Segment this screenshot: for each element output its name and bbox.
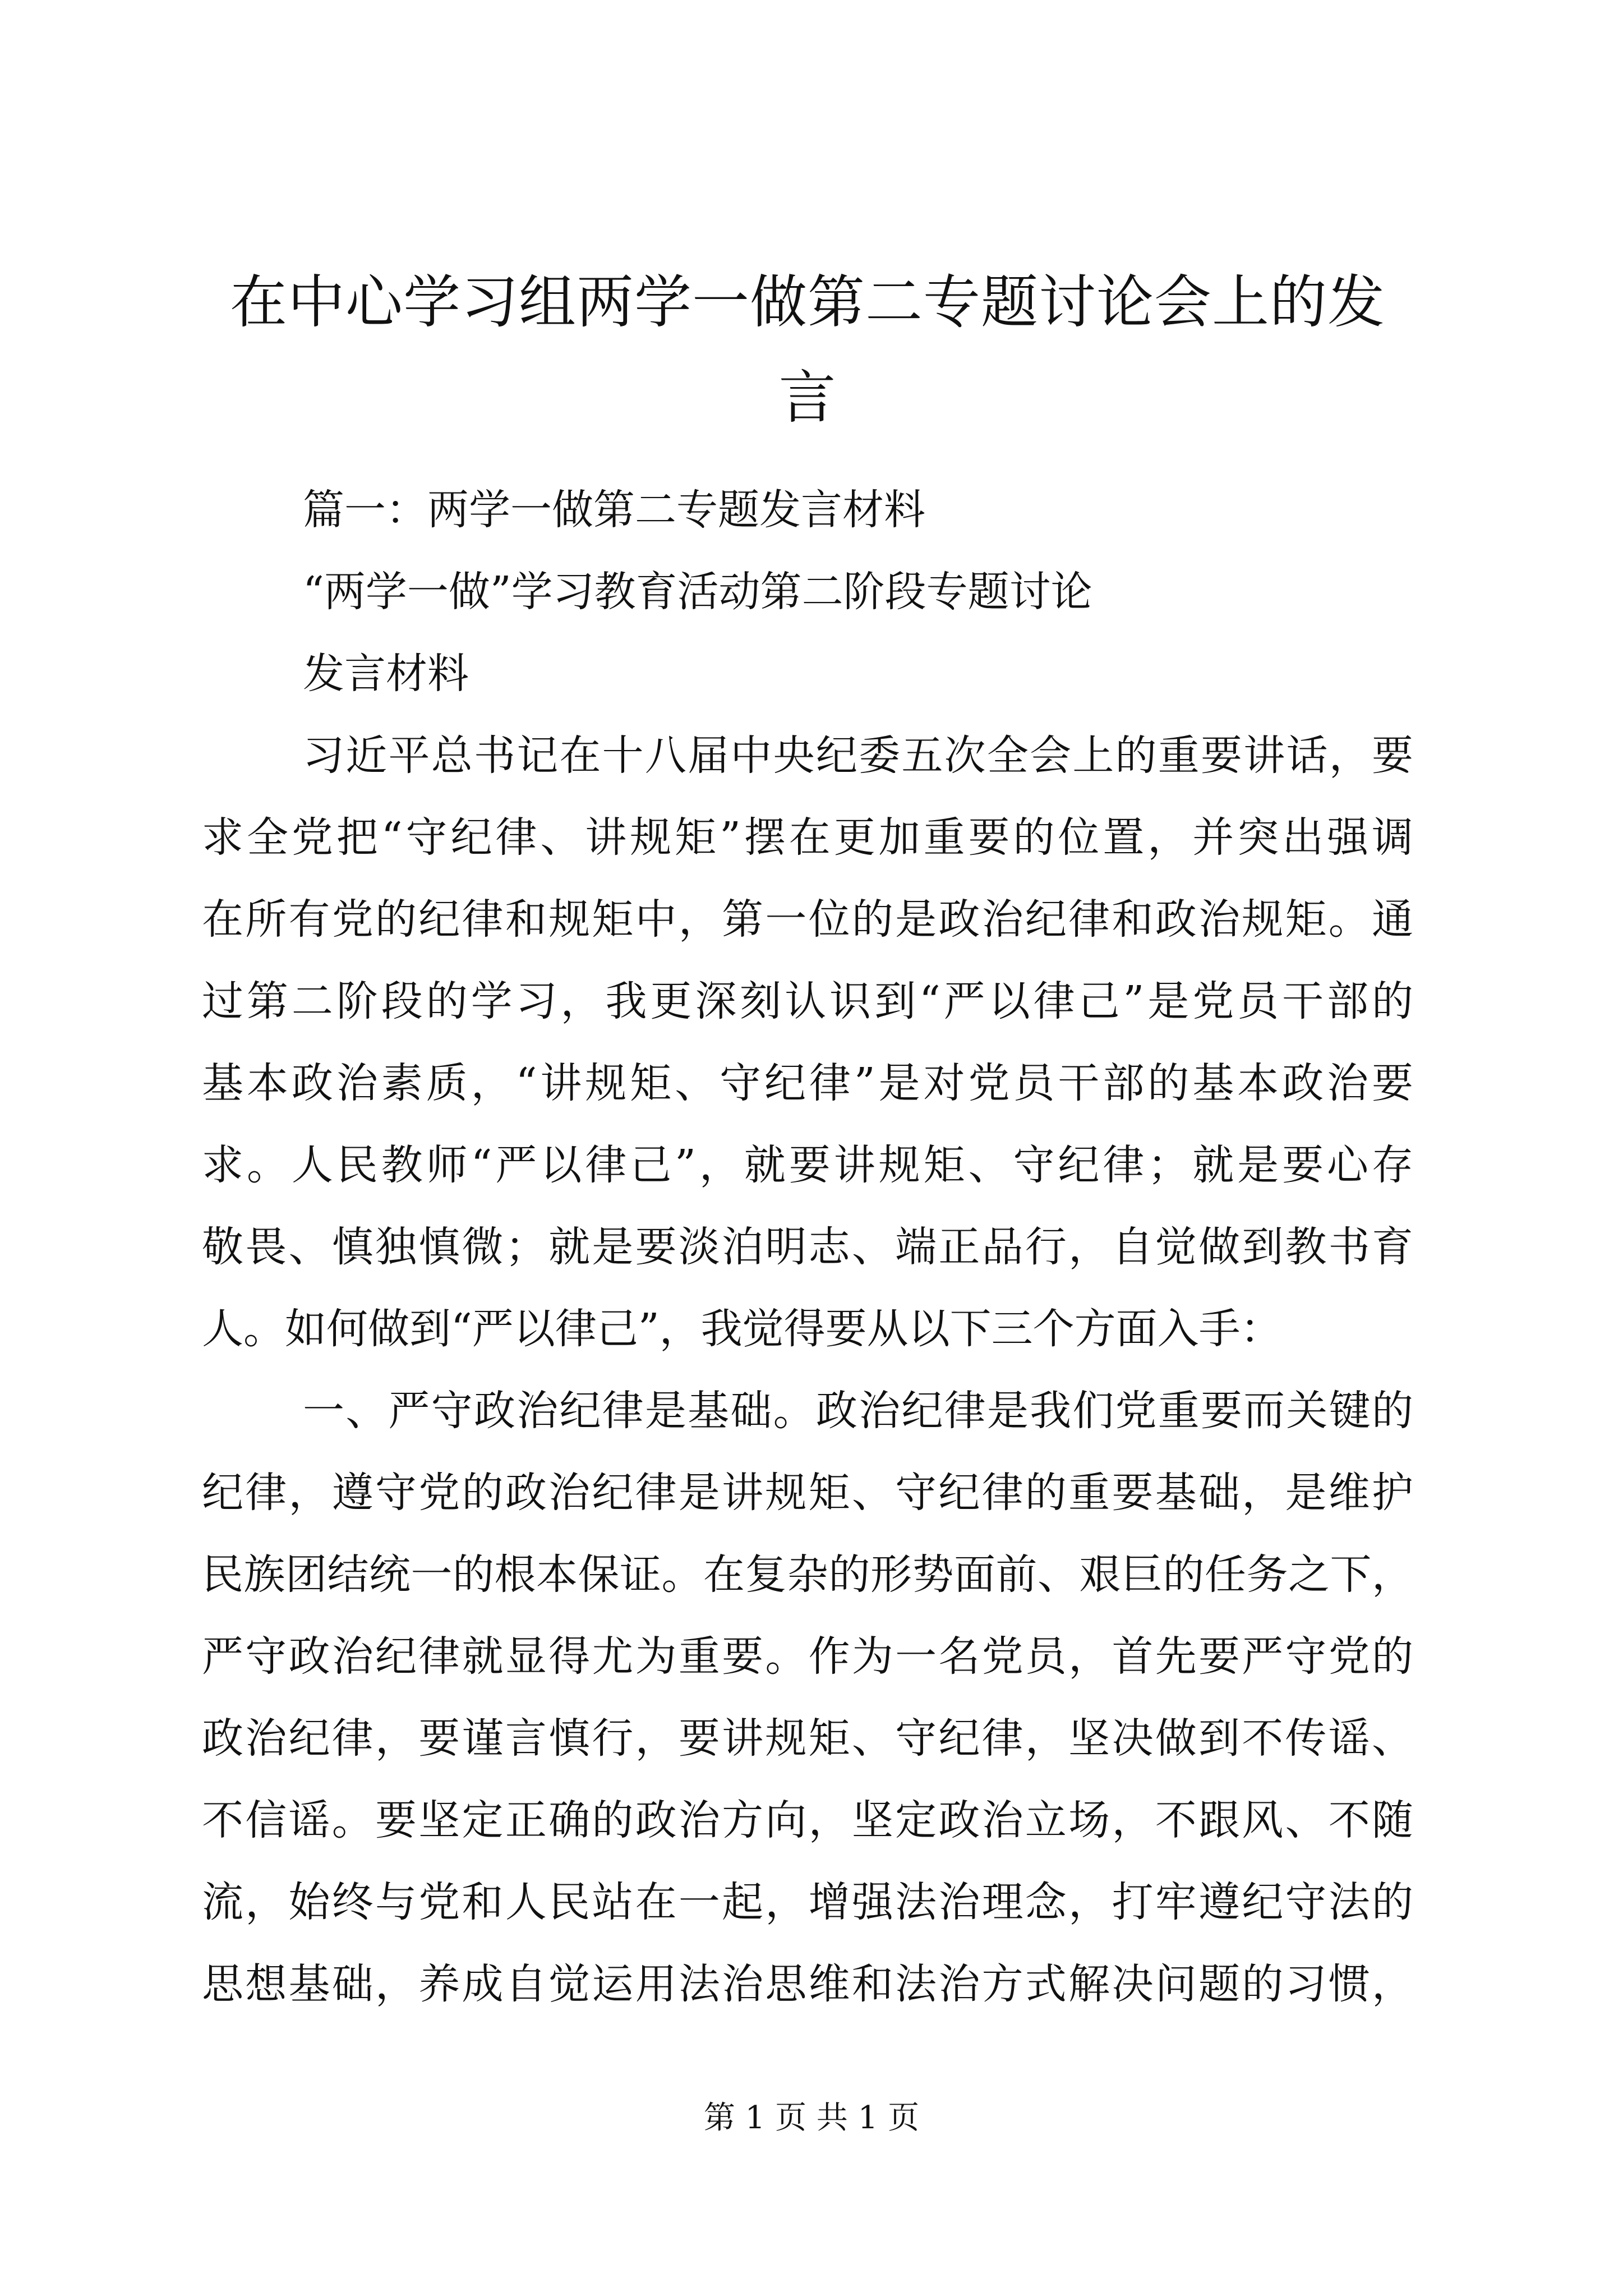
heading-line: “两学一做”学习教育活动第二阶段专题讨论: [303, 568, 1092, 616]
paragraph-line: 一、严守政治纪律是基础。政治纪律是我们党重要而关键的: [303, 1387, 1413, 1435]
paragraph-line: 民族团结统一的根本保证。在复杂的形势面前、艰巨的任务之下，: [202, 1550, 1413, 1599]
paragraph-line: 不信谣。要坚定正确的政治方向，坚定政治立场，不跟风、不随: [202, 1796, 1413, 1844]
heading-line: 发言材料: [303, 650, 469, 698]
paragraph-line: 纪律，遵守党的政治纪律是讲规矩、守纪律的重要基础，是维护: [202, 1469, 1413, 1517]
document-title: 在中心学习组两学一做第二专题讨论会上的发言: [230, 269, 1385, 431]
document-body: [202, 469, 1413, 2025]
paragraph-line: 思想基础，养成自觉运用法治思维和法治方式解决问题的习惯，: [202, 1960, 1413, 2008]
paragraph-line: 人。如何做到“严以律己”，我觉得要从以下三个方面入手：: [202, 1305, 1282, 1353]
paragraph-line: 求全党把“守纪律、讲规矩”摆在更加重要的位置，并突出强调: [202, 813, 1413, 862]
paragraph-line: 政治纪律，要谨言慎行，要讲规矩、守纪律，坚决做到不传谣、: [202, 1714, 1413, 1763]
paragraph-line: 习近平总书记在十八届中央纪委五次全会上的重要讲话，要: [303, 731, 1413, 780]
paragraph-line: 流，始终与党和人民站在一起，增强法治理念，打牢遵纪守法的: [202, 1878, 1413, 1926]
paragraph-line: 严守政治纪律就显得尤为重要。作为一名党员，首先要严守党的: [202, 1632, 1413, 1681]
page-footer: 第 1 页 共 1 页: [703, 2100, 920, 2136]
paragraph-line: 求。人民教师“严以律己”，就要讲规矩、守纪律；就是要心存: [202, 1141, 1413, 1189]
paragraph-line: 在所有党的纪律和规矩中，第一位的是政治纪律和政治规矩。通: [202, 895, 1413, 944]
paragraph-line: 基本政治素质，“讲规矩、守纪律”是对党员干部的基本政治要: [202, 1059, 1413, 1107]
paragraph-line: 过第二阶段的学习，我更深刻认识到“严以律己”是党员干部的: [202, 977, 1413, 1025]
paragraph-line: 敬畏、慎独慎微；就是要淡泊明志、端正品行，自觉做到教书育: [202, 1223, 1413, 1271]
subtitle-line: 篇一：两学一做第二专题发言材料: [303, 486, 925, 534]
